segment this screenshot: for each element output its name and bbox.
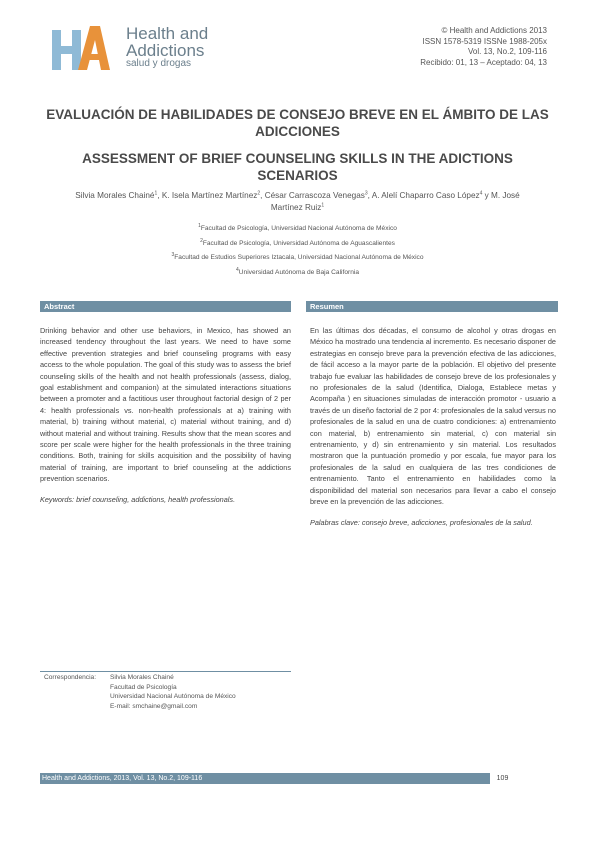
correspondence-details [110,673,290,711]
author-name: A. Alelí Chaparro Caso López [371,191,480,200]
correspondence-divider [40,671,291,672]
author-name: Martínez Ruiz [270,203,322,212]
author-affil-sup: 4 [479,190,483,197]
author-name: César Carrascoza Venegas [264,191,365,200]
title-spanish-line: ADICCIONES [255,124,340,139]
author-affil-sup: 2 [257,190,261,197]
resumen-section [310,325,556,528]
affiliation-item [40,237,555,252]
logo-title [126,25,208,59]
affiliation-number: 2 [200,237,203,244]
issn: ISSN 1578-5319 ISSNe 1988-205x [422,36,547,46]
page-number: 109 [490,773,515,784]
affiliation-number: 1 [198,222,201,229]
affiliation-number: 4 [235,266,239,273]
correspondence-label: Correspondencia: [44,674,97,681]
affiliation-list [40,222,555,280]
affiliation-text: Universidad Autónoma de Baja California [238,268,359,276]
affiliation-item [40,222,555,237]
affiliation-text: Facultad de Psicología, Universidad Autónoma de Aguascalientes [202,239,395,247]
affiliation-item [40,251,555,266]
author-conjunction: y M. José [484,191,520,200]
volume-info: Vol. 13, No.2, 109-116 [467,47,547,56]
affiliation-text: Facultad de Psicología, Universidad Nacional Autónoma de México [200,225,397,232]
logo-title-line1: Health and [126,24,209,43]
correspondence-email[interactable]: E-mail: smchaine@gmail.com [110,702,198,710]
logo-subtitle: salud y drogas [126,58,192,69]
title-spanish [40,106,555,140]
resumen-heading: Resumen [306,301,558,312]
author-affil-sup: 3 [364,190,368,197]
correspondence-name: Silvia Morales Chainé [110,674,174,681]
journal-logo [52,24,242,74]
resumen-keywords: Palabras clave: consejo breve, adicciones, profesionales de la salud. [310,517,533,527]
title-english-line: ASSESSMENT OF BRIEF COUNSELING SKILLS IN THE ADICTIONS [82,151,513,166]
correspondence-university: Universidad Nacional Autónoma de México [110,693,236,700]
author-list: Silvia Morales Chainé$^1$, K. Isela Martínez Martínez$^2$, César Carrascoza Venegas$^3$, A. Alelí Chaparro Caso López$^4$ y M. José Martínez Ruiz$^1$ [75,190,520,212]
abstract-heading: Abstract [40,301,291,312]
footer-citation: Health and Addictions, 2013, Vol. 13, No.2, 109-116 [40,773,515,784]
resumen-body: En las últimas dos décadas, el consumo de alcohol y otras drogas en México ha mostrado una tendencia al incremento. Es necesario disponer de estrategias en consejo breve para la prevención efectiva de las adicciones, de fácil acceso a la mayor parte de la población. El objetivo del presente trabajo fue evaluar las habilidades de consejo breve de los profesionales y no profesionales de la salud (Identifica, Dialoga, Establece metas y Acompaña ) en situaciones simuladas de interacción promotor - usuario a través de un diseño factorial de 2 por 4: profesionales de la salud versus no profesionales de la salud en una de cuatro condiciones: a) entrenamiento con material, b) entrenamiento sin material, c) con material sin entrenamiento, y d) sin entrenamiento y sin material. Los resultados mostraron que la puntuación promedio y por escala, fue mayor para los profesionales de la salud en cualquiera de las tres condiciones de entrenamiento. Tanto el entrenamiento en habilidades como la disponibilidad del material son necesarios para llevar a cabo el consejo breve en la prevención de las adicciones. [310,326,556,507]
affiliation-item [40,266,555,281]
affiliation-text: Facultad de Estudios Superiores Iztacala, Universidad Nacional Autónoma de México [174,254,424,261]
journal-logo-mark-icon [52,24,110,74]
received-accepted: Recibido: 01, 13 – Aceptado: 04, 13 [420,57,547,67]
title-spanish-line: EVALUACIÓN DE HABILIDADES DE CONSEJO BREVE EN EL ÁMBITO DE LAS [46,107,549,122]
author-name: Silvia Morales Chainé [75,191,155,200]
author-affil-sup: 1 [154,190,158,197]
copyright: © Health and Addictions 2013 [441,26,547,35]
logo-title-line2: Addictions [126,41,205,60]
title-english-line: SCENARIOS [257,168,338,183]
title-english [40,150,555,184]
correspondence-faculty: Facultad de Psicología [110,683,177,691]
abstract-body: Drinking behavior and other use behaviors, in Mexico, has showed an increased tendency throughout the last years. We need to have some effective prevention strategies and brief counseling programs with easy access to the whole population. The goal of this study was to assess the brief counseling skills of the health and not health professionals (assess, dialog, goal establishment and companion) at the simulated interactions situations between a promoter and a factitious user throughout factorial design of 2 per 4: health professionals vs. non-health professionals at a) training with material, b) training without material, c) material without training, and d) without material and without training. Results show that the mean scores and score per scale were higher for the health professionals in the three training conditions. Both, training for skills acquisition and the possibility of having material of training, are important to brief counseling at the addictions prevention scenarios. [40,326,291,484]
journal-meta [420,26,547,68]
abstract-section [40,325,291,505]
author-affil-sup: 1 [321,202,325,209]
affiliation-number: 3 [171,251,175,258]
author-name: K. Isela Martínez Martínez [161,191,258,200]
abstract-keywords: Keywords: brief counseling, addictions, health professionals. [40,494,236,504]
